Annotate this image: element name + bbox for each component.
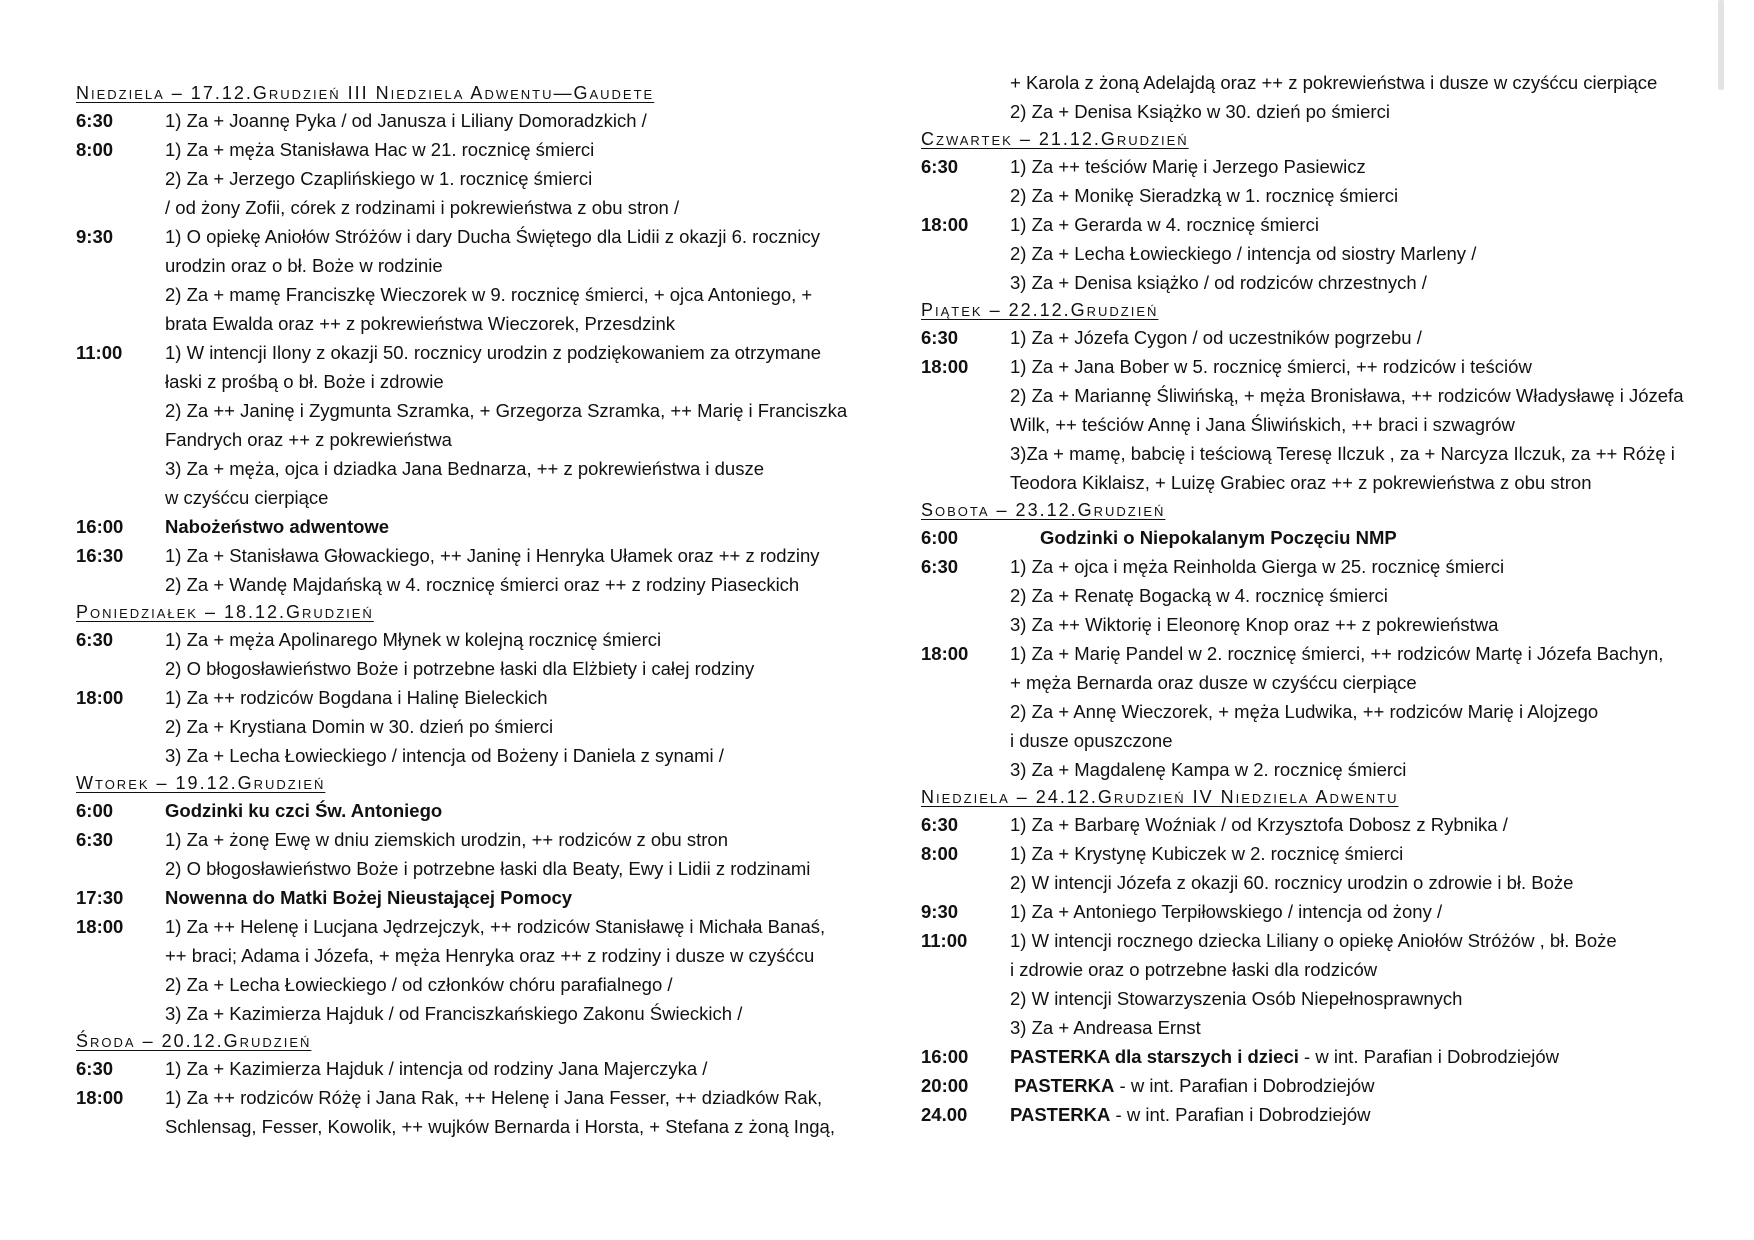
intention-line [1010, 1100, 1716, 1129]
intention-line: Godzinki ku czci Św. Antoniego [165, 800, 443, 821]
mass-time: 18:00 [921, 214, 969, 235]
intention-line: Schlensag, Fesser, Kowolik, ++ wujków Bernarda i Horsta, + Stefana z żoną Ingą, [165, 1116, 835, 1137]
intention-line: 1) Za + Marię Pandel w 2. rocznicę śmierci, ++ rodziców Martę i Józefa Bachyn, [1010, 643, 1664, 664]
intention-line: 3) Za + Magdalenę Kampa w 2. rocznicę śmierci [1010, 759, 1407, 780]
day-header: Czwartek – 21.12.Grudzień [921, 129, 1189, 149]
intention-line [1010, 1071, 1716, 1100]
intention-lines [165, 796, 846, 825]
intention-lines [165, 135, 846, 222]
mass-entry [921, 352, 1716, 497]
mass-entry [921, 1100, 1716, 1129]
intention-line: 2) Za + Lecha Łowieckiego / intencja od siostry Marleny / [1010, 243, 1477, 264]
intention-line: + Karola z żoną Adelajdą oraz ++ z pokrewieństwa i dusze w czyśćcu cierpiące [1010, 72, 1658, 93]
mass-time: 8:00 [76, 139, 114, 160]
pasterka-intention: - w int. Parafian i Dobrodziejów [1110, 1104, 1371, 1125]
mass-entry [76, 541, 846, 599]
day-header: Niedziela – 24.12.Grudzień IV Niedziela Adwentu [921, 787, 1399, 807]
intention-line: 2) Za + Krystiana Domin w 30. dzień po śmierci [165, 716, 554, 737]
intention-lines [1010, 1042, 1716, 1071]
mass-time: 17:30 [76, 887, 124, 908]
mass-time: 6:30 [921, 327, 959, 348]
mass-time: 6:00 [921, 527, 959, 548]
mass-entry [76, 1083, 846, 1141]
intention-line: urodzin oraz o bł. Boże w rodzinie [165, 255, 443, 276]
intention-line: 2) W intencji Stowarzyszenia Osób Niepełnosprawnych [1010, 988, 1463, 1009]
mass-time: 11:00 [921, 930, 968, 951]
intention-line: 1) W intencji Ilony z okazji 50. rocznicy urodzin z podziękowaniem za otrzymane [165, 342, 822, 363]
vertical-scrollbar[interactable] [1718, 0, 1724, 90]
intention-line: 3) Za + Denisa książko / od rodziców chrzestnych / [1010, 272, 1427, 293]
mass-time: 24.00 [921, 1104, 968, 1125]
day-header: Piątek – 22.12.Grudzień [921, 300, 1159, 320]
intention-lines [1010, 68, 1716, 126]
intention-line: Teodora Kiklaisz, + Luizę Grabiec oraz ++ z pokrewieństwa z obu stron [1010, 472, 1592, 493]
intention-line: 2) Za + Monikę Sieradzką w 1. rocznicę śmierci [1010, 185, 1399, 206]
pasterka-intention: - w int. Parafian i Dobrodziejów [1114, 1075, 1375, 1096]
continued-entry [921, 68, 1716, 126]
mass-time: 9:30 [76, 226, 114, 247]
intention-line: 3) Za ++ Wiktorię i Eleonorę Knop oraz ++ z pokrewieństwa [1010, 614, 1499, 635]
intention-line: 1) O opiekę Aniołów Stróżów i dary Ducha Świętego dla Lidii z okazji 6. rocznicy [165, 226, 821, 247]
intention-line: 3) Za + Andreasa Ernst [1010, 1017, 1201, 1038]
intention-lines [1010, 810, 1716, 839]
day-section [76, 599, 846, 770]
mass-entry [921, 552, 1716, 639]
intention-line: 1) Za + Barbarę Woźniak / od Krzysztofa Dobosz z Rybnika / [1010, 814, 1508, 835]
mass-entry [921, 523, 1716, 552]
mass-time: 6:30 [921, 156, 959, 177]
intention-lines [1010, 839, 1716, 897]
pasterka-intention: - w int. Parafian i Dobrodziejów [1298, 1046, 1560, 1067]
day-section [76, 1028, 846, 1141]
mass-time: 11:00 [76, 342, 123, 363]
intention-line: 1) Za ++ rodziców Różę i Jana Rak, ++ Helenę i Jana Fesser, ++ dziadków Rak, [165, 1087, 823, 1108]
mass-entry [921, 639, 1716, 784]
intention-line: + męża Bernarda oraz dusze w czyśćcu cierpiące [1010, 672, 1417, 693]
intention-lines [1010, 323, 1716, 352]
intention-line: 1) Za + żonę Ewę w dniu ziemskich urodzin, ++ rodziców z obu stron [165, 829, 728, 850]
intention-lines [1010, 552, 1716, 639]
intention-lines [1010, 639, 1716, 784]
mass-time: 6:30 [76, 629, 114, 650]
intention-line: 1) Za + Gerarda w 4. rocznicę śmierci [1010, 214, 1319, 235]
day-header: Środa – 20.12.Grudzień [76, 1031, 312, 1051]
intention-line: 1) Za + Joannę Pyka / od Janusza i Liliany Domoradzkich / [165, 110, 647, 131]
intention-line: 3)Za + mamę, babcię i teściową Teresę Ilczuk , za + Narcyza Ilczuk, za ++ Różę i [1010, 443, 1675, 464]
mass-time: 18:00 [76, 1087, 124, 1108]
intention-lines [165, 883, 846, 912]
mass-entry [76, 825, 846, 883]
left-column [76, 80, 846, 1141]
day-section [76, 80, 846, 599]
intention-lines [165, 512, 846, 541]
intention-line: 1) Za ++ teściów Marię i Jerzego Pasiewicz [1010, 156, 1366, 177]
mass-entry [76, 512, 846, 541]
day-header: Wtorek – 19.12.Grudzień [76, 773, 326, 793]
intention-lines [1010, 523, 1716, 552]
intention-line: Nabożeństwo adwentowe [165, 516, 390, 537]
intention-line: 2) Za + mamę Franciszkę Wieczorek w 9. rocznicę śmierci, + ojca Antoniego, + [165, 284, 813, 305]
pasterka-title: PASTERKA dla starszych i dzieci [1010, 1046, 1299, 1067]
intention-line: 2) O błogosławieństwo Boże i potrzebne łaski dla Elżbiety i całej rodziny [165, 658, 755, 679]
intention-line: brata Ewalda oraz ++ z pokrewieństwa Wieczorek, Przesdzink [165, 313, 675, 334]
intention-line: Wilk, ++ teściów Annę i Jana Śliwińskich, ++ braci i szwagrów [1010, 414, 1515, 435]
pasterka-title: PASTERKA [1014, 1075, 1115, 1096]
mass-entry [76, 883, 846, 912]
mass-time: 6:30 [76, 1058, 114, 1079]
mass-entry [921, 1071, 1716, 1100]
intention-lines [165, 683, 846, 770]
intention-line: 1) Za ++ rodziców Bogdana i Halinę Bieleckich [165, 687, 548, 708]
mass-time: 9:30 [921, 901, 959, 922]
mass-entry [921, 323, 1716, 352]
intention-lines [1010, 926, 1716, 1042]
intention-lines [165, 338, 847, 512]
intention-line: i dusze opuszczone [1010, 730, 1173, 751]
intention-line: 3) Za + męża, ojca i dziadka Jana Bednarza, ++ z pokrewieństwa i dusze [165, 458, 765, 479]
mass-time: 18:00 [921, 643, 969, 664]
intention-line: 2) Za + Mariannę Śliwińską, + męża Bronisława, ++ rodziców Władysławę i Józefa [1010, 385, 1684, 406]
mass-entry [921, 810, 1716, 839]
day-section [921, 497, 1716, 784]
day-header: Sobota – 23.12.Grudzień [921, 500, 1166, 520]
mass-entry [76, 1054, 846, 1083]
intention-line: 1) Za + Jana Bober w 5. rocznicę śmierci, ++ rodziców i teściów [1010, 356, 1532, 377]
intention-line: 3) Za + Lecha Łowieckiego / intencja od Bożeny i Daniela z synami / [165, 745, 724, 766]
intention-lines [1010, 1071, 1716, 1100]
mass-entry [76, 796, 846, 825]
mass-time: 6:30 [921, 814, 959, 835]
intention-line: 1) W intencji rocznego dziecka Liliany o opiekę Aniołów Stróżów , bł. Boże [1010, 930, 1617, 951]
mass-time: 16:00 [921, 1046, 969, 1067]
intention-lines [165, 825, 846, 883]
intention-line: 2) Za + Jerzego Czaplińskiego w 1. rocznicę śmierci [165, 168, 593, 189]
intention-line: 2) Za + Denisa Książko w 30. dzień po śmierci [1010, 101, 1390, 122]
intention-line: 1) Za + Stanisława Głowackiego, ++ Janinę i Henryka Ułamek oraz ++ z rodziny [165, 545, 820, 566]
intention-lines [165, 1054, 846, 1083]
intention-lines [165, 222, 846, 338]
intention-line: 1) Za + Kazimierza Hajduk / intencja od rodziny Jana Majerczyka / [165, 1058, 708, 1079]
right-column [921, 68, 1716, 1129]
mass-entry [76, 222, 846, 338]
intention-line: i zdrowie oraz o potrzebne łaski dla rodziców [1010, 959, 1378, 980]
mass-time: 18:00 [76, 916, 124, 937]
mass-entry [921, 210, 1716, 297]
intention-line [1010, 1042, 1716, 1071]
mass-time: 6:00 [76, 800, 114, 821]
intention-line: łaski z prośbą o bł. Boże i zdrowie [165, 371, 444, 392]
intention-line: 2) Za + Lecha Łowieckiego / od członków chóru parafialnego / [165, 974, 673, 995]
intention-lines [165, 625, 846, 683]
intention-line: 1) Za + Krystynę Kubiczek w 2. rocznicę śmierci [1010, 843, 1404, 864]
intention-line: 2) Za + Annę Wieczorek, + męża Ludwika, ++ rodziców Marię i Alojzego [1010, 701, 1599, 722]
mass-time: 18:00 [921, 356, 969, 377]
mass-entry [921, 839, 1716, 897]
intention-line: 1) Za + męża Stanisława Hac w 21. rocznicę śmierci [165, 139, 595, 160]
day-header: Niedziela – 17.12.Grudzień III Niedziela Adwentu—Gaudete [76, 83, 655, 103]
intention-line: Nowenna do Matki Bożej Nieustającej Pomocy [165, 887, 573, 908]
intention-line: ++ braci; Adama i Józefa, + męża Henryka oraz ++ z rodziny i dusze w czyśćcu [165, 945, 815, 966]
mass-time: 16:30 [76, 545, 124, 566]
intention-lines [1010, 352, 1716, 497]
mass-entry [76, 338, 846, 512]
day-section [921, 784, 1716, 1129]
intention-line: 2) Za + Wandę Majdańską w 4. rocznicę śmierci oraz ++ z rodziny Piaseckich [165, 574, 800, 595]
intention-line: 1) Za + ojca i męża Reinholda Gierga w 25. rocznicę śmierci [1010, 556, 1505, 577]
day-header: Poniedziałek – 18.12.Grudzień [76, 602, 374, 622]
mass-entry [76, 683, 846, 770]
mass-time-empty [921, 68, 1010, 126]
intention-line: 3) Za + Kazimierza Hajduk / od Franciszkańskiego Zakonu Świeckich / [165, 1003, 743, 1024]
intention-lines [1010, 1100, 1716, 1129]
mass-time: 8:00 [921, 843, 959, 864]
intention-line: w czyśćcu cierpiące [165, 487, 329, 508]
intention-lines [165, 106, 846, 135]
mass-entry [76, 135, 846, 222]
mass-time: 6:30 [921, 556, 959, 577]
mass-time: 16:00 [76, 516, 124, 537]
mass-time: 6:30 [76, 110, 114, 131]
mass-entry [921, 152, 1716, 210]
mass-entry [921, 897, 1716, 926]
intention-line: 2) O błogosławieństwo Boże i potrzebne łaski dla Beaty, Ewy i Lidii z rodzinami [165, 858, 811, 879]
intention-line: 1) Za ++ Helenę i Lucjana Jędrzejczyk, ++ rodziców Stanisławę i Michała Banaś, [165, 916, 826, 937]
intention-line: 2) Za ++ Janinę i Zygmunta Szramka, + Grzegorza Szramka, ++ Marię i Franciszka [165, 400, 848, 421]
intention-lines [165, 541, 846, 599]
intention-line: 2) Za + Renatę Bogacką w 4. rocznicę śmierci [1010, 585, 1388, 606]
day-section [921, 126, 1716, 297]
pasterka-title: PASTERKA [1010, 1104, 1111, 1125]
mass-time: 6:30 [76, 829, 114, 850]
intention-line: 1) Za + Józefa Cygon / od uczestników pogrzebu / [1010, 327, 1422, 348]
intention-line: Fandrych oraz ++ z pokrewieństwa [165, 429, 452, 450]
mass-entry [76, 106, 846, 135]
intention-lines [1010, 897, 1716, 926]
intention-lines [165, 912, 846, 1028]
mass-entry [921, 1042, 1716, 1071]
intention-line: Godzinki o Niepokalanym Poczęciu NMP [1040, 527, 1397, 548]
day-section [76, 770, 846, 1028]
intention-line: 1) Za + Antoniego Terpiłowskiego / intencja od żony / [1010, 901, 1443, 922]
intention-lines [1010, 152, 1716, 210]
mass-entry [76, 912, 846, 1028]
intention-line: 1) Za + męża Apolinarego Młynek w kolejną rocznicę śmierci [165, 629, 662, 650]
mass-time: 18:00 [76, 687, 124, 708]
intention-lines [165, 1083, 846, 1141]
mass-entry [76, 625, 846, 683]
intention-line: 2) W intencji Józefa z okazji 60. rocznicy urodzin o zdrowie i bł. Boże [1010, 872, 1574, 893]
intention-line: / od żony Zofii, córek z rodzinami i pokrewieństwa z obu stron / [165, 197, 680, 218]
mass-entry [921, 926, 1716, 1042]
intention-lines [1010, 210, 1716, 297]
day-section [921, 297, 1716, 497]
mass-time: 20:00 [921, 1075, 969, 1096]
